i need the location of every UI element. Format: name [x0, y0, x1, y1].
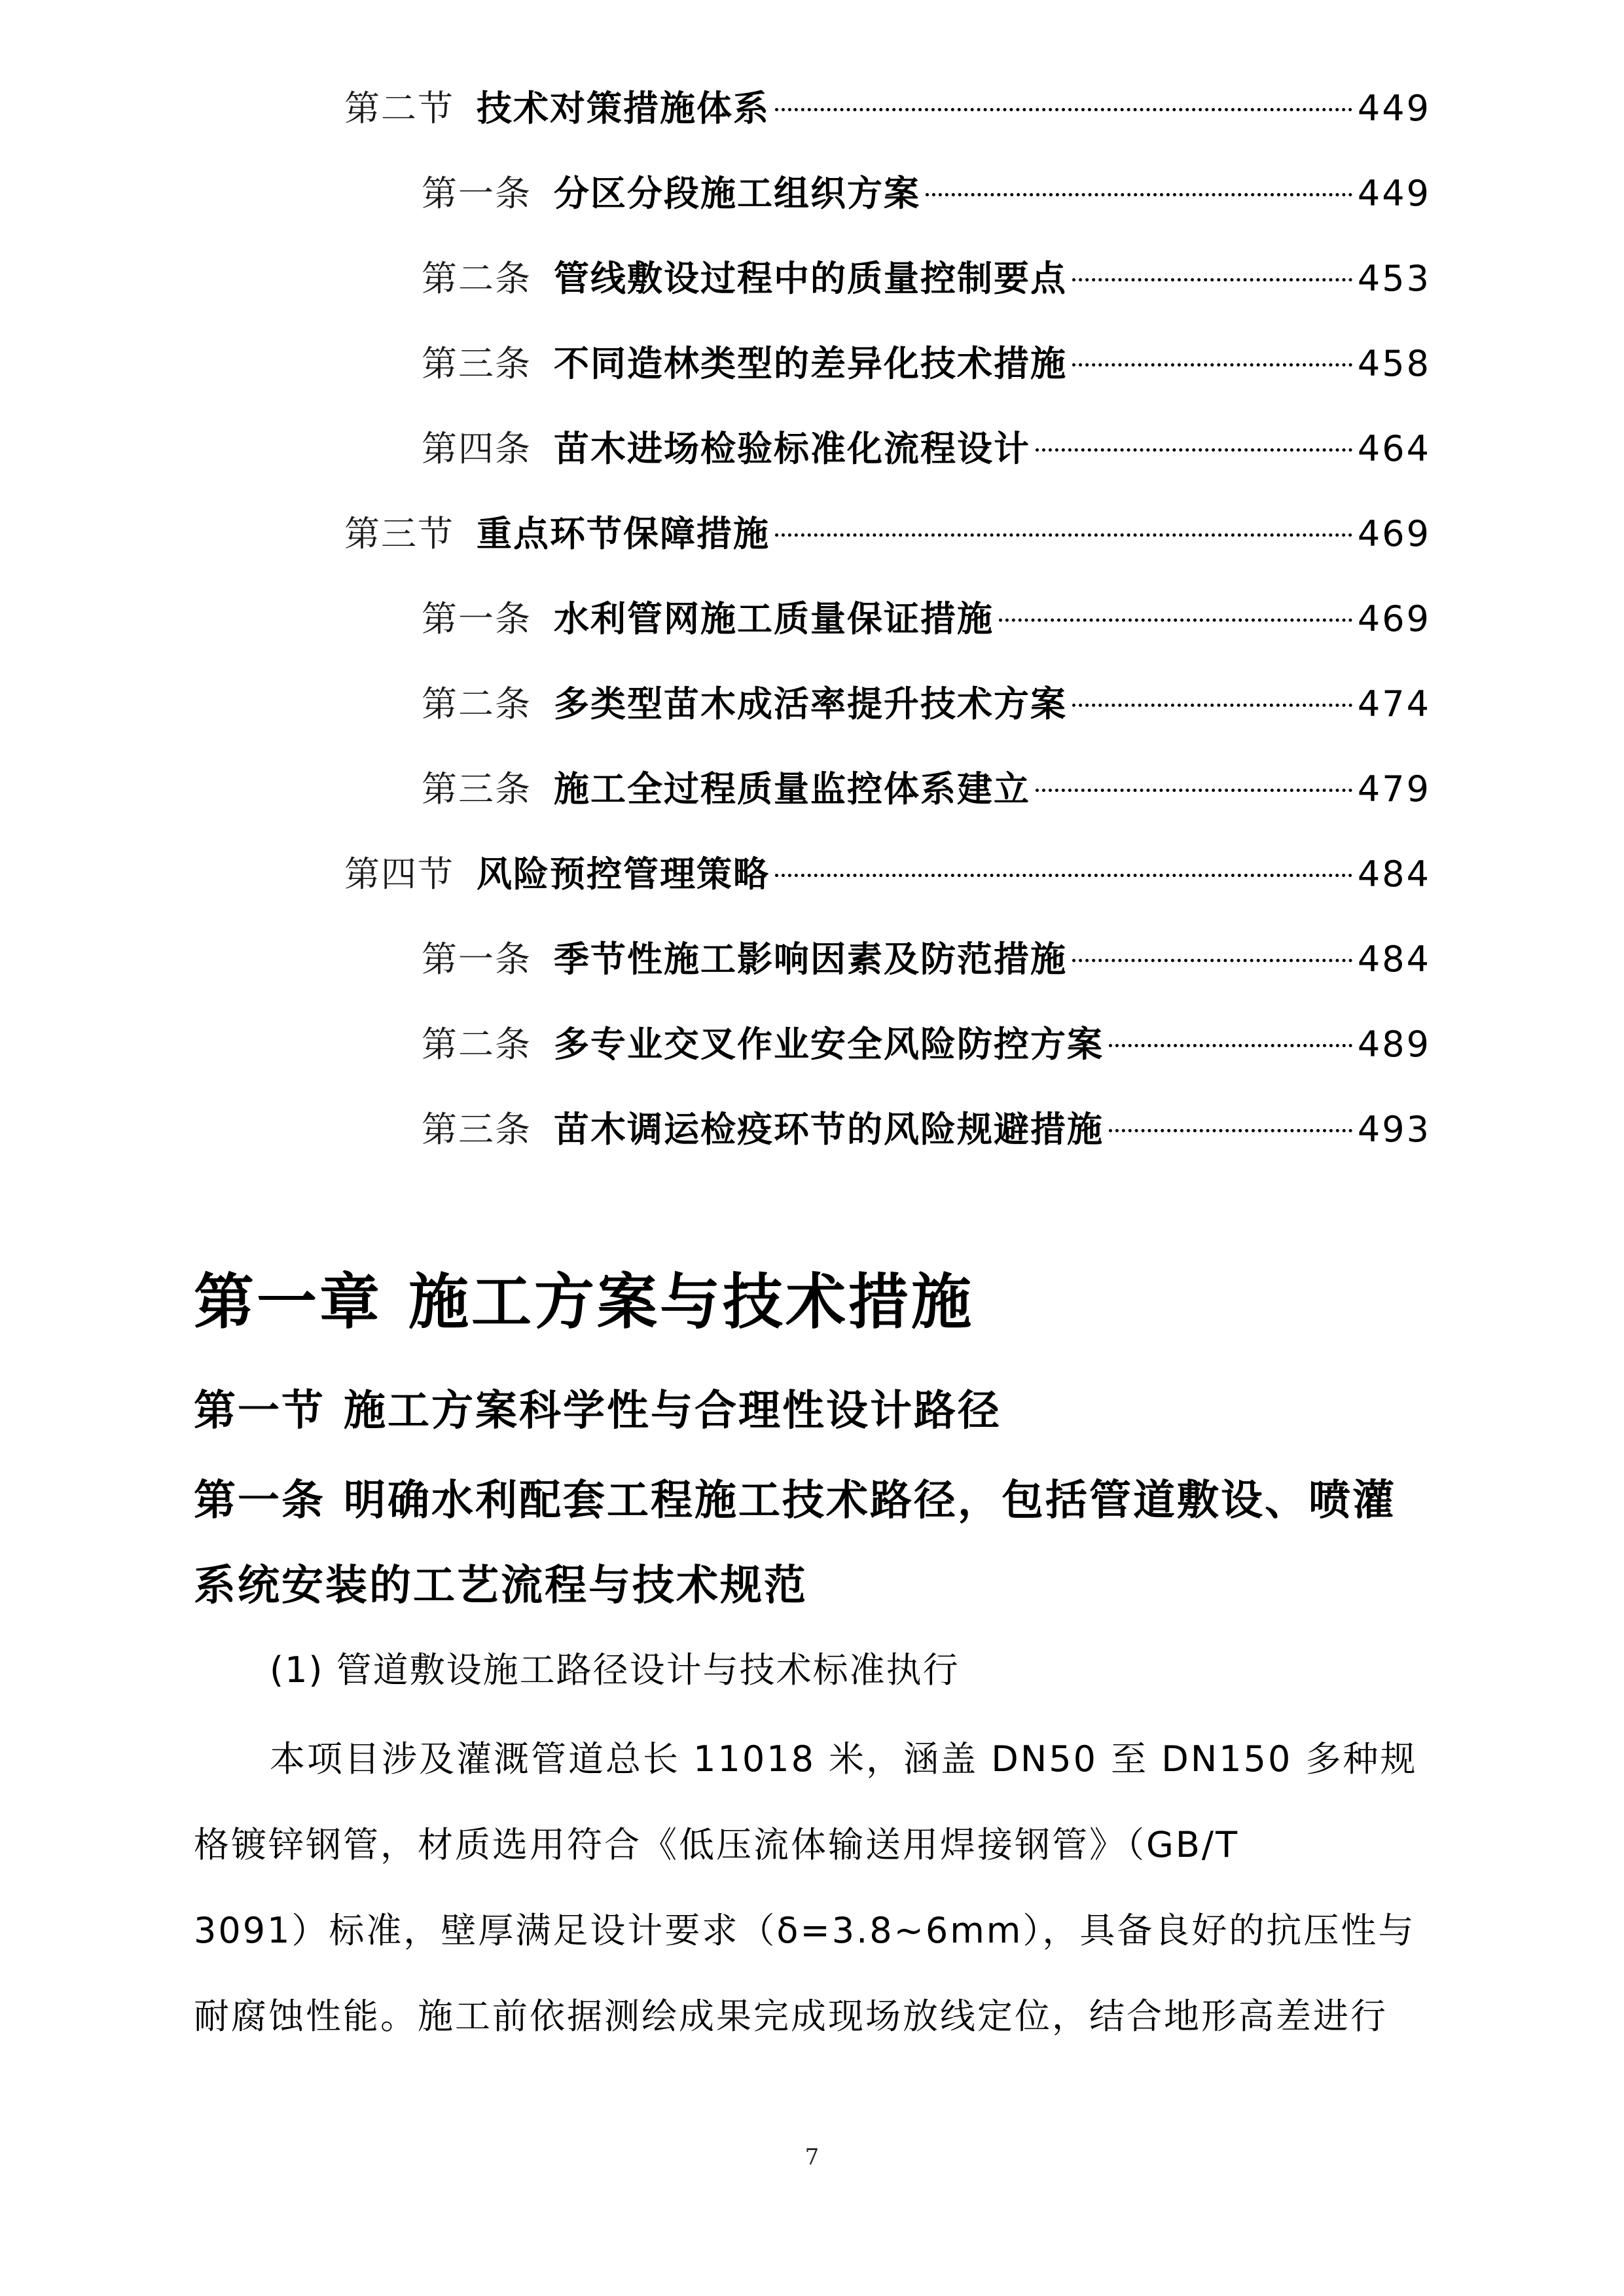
toc-entry-label: 第三条 [422, 343, 532, 384]
toc-entry-label: 第四条 [422, 428, 532, 469]
paragraph-line: 耐腐蚀性能。施工前依据测绘成果完成现场放线定位，结合地形高差进行 [194, 1996, 1388, 2037]
toc-entry-section[interactable] [344, 508, 1431, 560]
toc-entry-title: 管线敷设过程中的质量控制要点 [554, 258, 1067, 299]
toc-entry-page-number: 464 [1357, 428, 1431, 469]
toc-dot-leader [926, 193, 1352, 196]
toc-entry-page-number: 479 [1357, 768, 1431, 810]
toc-entry-label: 第三条 [422, 768, 532, 810]
toc-dot-leader [1036, 789, 1352, 792]
article-title-line-1: 明确水利配套工程施工技术路径，包括管道敷设、喷灌 [344, 1477, 1396, 1525]
toc-entry-title: 风险预控管理策略 [477, 853, 770, 895]
chapter-title-text: 施工方案与技术措施 [408, 1267, 975, 1337]
toc-dot-leader [1072, 959, 1352, 962]
toc-entry-label: 第二条 [422, 683, 532, 725]
toc-entry-article[interactable] [422, 763, 1431, 816]
toc-entry-label: 第三条 [422, 1109, 532, 1150]
toc-entry-article[interactable] [422, 933, 1431, 986]
toc-entry-title: 重点环节保障措施 [477, 513, 770, 554]
toc-entry-title: 苗木进场检验标准化流程设计 [554, 428, 1030, 469]
toc-entry-section[interactable] [344, 82, 1431, 135]
toc-entry-article[interactable] [422, 1103, 1431, 1156]
toc-entry-page-number: 474 [1357, 683, 1431, 725]
section-title: 施工方案科学性与合理性设计路径 [344, 1387, 1001, 1435]
paragraph-line: 3091）标准，壁厚满足设计要求（δ=3.8~6mm），具备良好的抗压性与 [194, 1910, 1416, 1951]
paragraph-line: 格镀锌钢管，材质选用符合《低压流体输送用焊接钢管》（GB/T [194, 1824, 1240, 1865]
toc-entry-page-number: 493 [1357, 1109, 1431, 1150]
toc-entry-title: 季节性施工影响因素及防范措施 [554, 939, 1067, 980]
chapter-title [194, 1263, 974, 1342]
toc-entry-section[interactable] [344, 848, 1431, 901]
toc-dot-leader [1109, 1129, 1352, 1132]
toc-entry-page-number: 484 [1357, 853, 1431, 895]
toc-entry-title: 技术对策措施体系 [477, 88, 770, 129]
toc-dot-leader [1109, 1044, 1352, 1047]
toc-entry-page-number: 458 [1357, 343, 1431, 384]
toc-entry-label: 第二节 [344, 88, 454, 129]
toc-entry-page-number: 449 [1357, 88, 1431, 129]
toc-dot-leader [1072, 704, 1352, 707]
toc-entry-label: 第二条 [422, 1024, 532, 1065]
toc-entry-article[interactable] [422, 423, 1431, 475]
article-title-line-2: 系统安装的工艺流程与技术规范 [194, 1562, 808, 1610]
toc-dot-leader [775, 533, 1352, 537]
toc-entry-label: 第三节 [344, 513, 454, 554]
toc-dot-leader [775, 874, 1352, 877]
toc-entry-title: 多专业交叉作业安全风险防控方案 [554, 1024, 1104, 1065]
section-label: 第一节 [194, 1387, 325, 1435]
toc-entry-page-number: 489 [1357, 1024, 1431, 1065]
toc-entry-page-number: 453 [1357, 258, 1431, 299]
toc-entry-page-number: 469 [1357, 513, 1431, 554]
toc-entry-label: 第一条 [422, 939, 532, 980]
section-heading [194, 1382, 1001, 1441]
toc-entry-title: 多类型苗木成活率提升技术方案 [554, 683, 1067, 725]
toc-entry-label: 第二条 [422, 258, 532, 299]
toc-entry-title: 苗木调运检疫环节的风险规避措施 [554, 1109, 1104, 1150]
toc-entry-page-number: 469 [1357, 598, 1431, 639]
toc-entry-title: 不同造林类型的差异化技术措施 [554, 343, 1067, 384]
toc-entry-label: 第四节 [344, 853, 454, 895]
article-heading-line-2 [194, 1556, 808, 1615]
page-number: 7 [804, 2144, 820, 2170]
toc-entry-article[interactable] [422, 1018, 1431, 1071]
paragraph-line: 本项目涉及灌溉管道总长 11018 米，涵盖 DN50 至 DN150 多种规 [270, 1738, 1418, 1780]
toc-entry-article[interactable] [422, 253, 1431, 305]
article-heading-line-1 [194, 1471, 1396, 1530]
toc-entry-article[interactable] [422, 593, 1431, 645]
article-label: 第一条 [194, 1477, 325, 1525]
toc-dot-leader [1072, 278, 1352, 281]
chapter-label: 第一章 [194, 1267, 383, 1337]
toc-dot-leader [1072, 363, 1352, 367]
toc-entry-article[interactable] [422, 678, 1431, 730]
toc-entry-title: 分区分段施工组织方案 [554, 173, 920, 214]
toc-entry-article[interactable] [422, 338, 1431, 390]
toc-entry-title: 水利管网施工质量保证措施 [554, 598, 994, 639]
toc-dot-leader [999, 619, 1352, 622]
toc-entry-label: 第一条 [422, 598, 532, 639]
toc-entry-article[interactable] [422, 168, 1431, 220]
subheading: (1) 管道敷设施工路径设计与技术标准执行 [270, 1649, 960, 1691]
toc-dot-leader [775, 108, 1352, 111]
toc-entry-title: 施工全过程质量监控体系建立 [554, 768, 1030, 810]
toc-dot-leader [1036, 448, 1352, 452]
toc-entry-label: 第一条 [422, 173, 532, 214]
toc-entry-page-number: 484 [1357, 939, 1431, 980]
toc-entry-page-number: 449 [1357, 173, 1431, 214]
